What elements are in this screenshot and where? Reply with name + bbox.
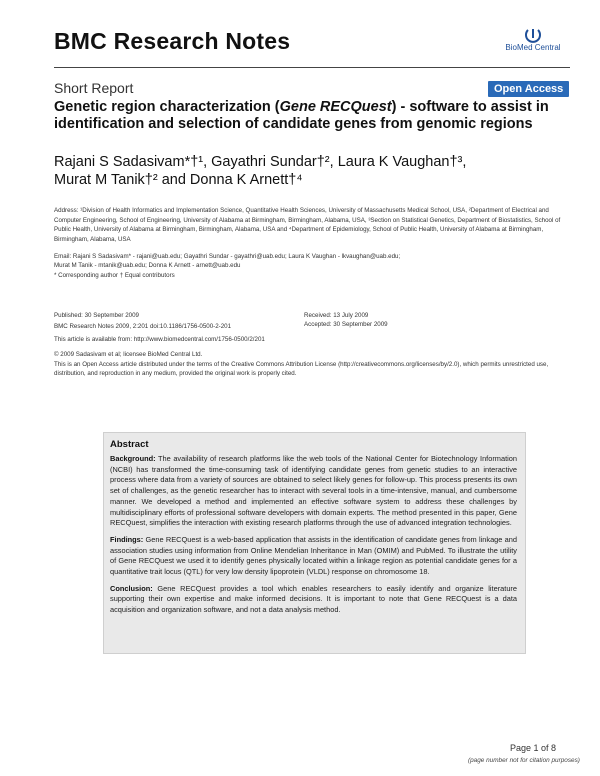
- abstract-heading: Abstract: [110, 439, 149, 450]
- author-emails: [54, 252, 572, 280]
- header-divider: [54, 67, 570, 68]
- author-notes: * Corresponding author † Equal contributors: [54, 271, 175, 279]
- abstract-body: [110, 454, 517, 622]
- abstract-background: [110, 454, 517, 529]
- page-number: Page 1 of 8: [510, 743, 557, 753]
- publisher-logo-text: BioMed Central: [505, 43, 561, 52]
- emails-line-1: Email: Rajani S Sadasivam* - rajani@uab.edu; Gayathri Sundar - gayathri@uab.edu; Laura K Vaughan - lkvaughan@uab.edu;: [54, 253, 401, 260]
- journal-title: BMC Research Notes: [54, 28, 291, 54]
- article-url: This article is available from: http://www.biomedcentral.com/1756-0500/2/201: [54, 336, 265, 343]
- authors-line-2: Murat M Tanik†² and Donna K Arnett†⁴: [54, 172, 303, 188]
- background-text: The availability of research platforms like the web tools of the National Center for Biotechnology Information (NCBI) has transformed the time-consuming task of identifying candidate genes from genetic studies to an interactive process where data from a variety of sources are obtained to select likely genes for follow-up. This process presents its own set of challenges, as the genetic researcher has to interact with several tools in a time-intensive, manual, and cumbersome manner. We developed a method and implemented an effective software system to address these challenges by multidisciplinary efforts of professional software developers with domain experts. The method presented in this paper, Gene RECQuest, simplifies the interaction with existing research platforms through the use of advanced integration technologies.: [110, 454, 517, 528]
- open-access-badge: Open Access: [488, 81, 569, 97]
- background-label: Background:: [110, 454, 156, 463]
- authors-line-1: Rajani S Sadasivam*†¹, Gayathri Sundar†², Laura K Vaughan†³,: [54, 154, 467, 170]
- page-number-note: (page number not for citation purposes): [468, 757, 580, 764]
- title-software-name: Gene RECQuest: [279, 99, 392, 115]
- emails-line-2: Murat M Tanik - mtanik@uab.edu; Donna K Arnett - arnett@uab.edu: [54, 262, 241, 270]
- findings-text: Gene RECQuest is a web-based application that assists in the identification of candidate genes from linkage and association studies using information from Online Mendelian Inheritance in Man (OMIM) and PubMed. To illustrate the utility of Gene RECQuest we used it to identify genes physically located within a linkage region as potential candidate genes for a quantitative trait locus (QTL) for very low density lipoprotein (VLDL) response on chromosome 18.: [110, 534, 517, 577]
- affiliations: Address: ¹Division of Health Informatics and Implementation Science, Quantitative Health Sciences, University of Massachusetts Medical School, USA, ²Department of Electrical and Computer Engineering, School of Engineering, University of Alabama at Birmingham, Birmingham, Alabama, USA, ³Section on Statistical Genetics, Department of Biostatistics, School of Public Health, University of Alabama at Birmingham, Birmingham, Alabama, USA and ⁴Department of Epidemiology, School of Public Health, University of Alabama at Birmingham, Birmingham, Alabama, USA: [54, 207, 561, 243]
- article-type: Short Report: [54, 80, 134, 96]
- license-text: This is an Open Access article distributed under the terms of the Creative Commons Attribution License (http://creativecommons.org/licenses/by/2.0), which permits unrestricted use, distribution, and reproduction in any medium, provided the original work is properly cited.: [54, 361, 549, 378]
- title-part-2: ) - software to assist in identification and selection of candidate genes from genomic regions: [54, 99, 549, 132]
- authors: [54, 153, 554, 189]
- citation: BMC Research Notes 2009, 2:201 doi:10.1186/1756-0500-2-201: [54, 323, 232, 330]
- article-title: [54, 99, 554, 133]
- abstract-findings: [110, 535, 517, 578]
- published-date: Published: 30 September 2009: [54, 312, 139, 319]
- received-date: Received: 13 July 2009: [304, 312, 369, 319]
- copyright: © 2009 Sadasivam et al; licensee BioMed Central Ltd.: [54, 351, 203, 358]
- accepted-date: Accepted: 30 September 2009: [304, 321, 388, 328]
- title-part-1: Genetic region characterization (: [54, 99, 280, 115]
- conclusion-label: Conclusion:: [110, 583, 153, 593]
- findings-label: Findings:: [110, 534, 144, 544]
- abstract-conclusion: [110, 584, 517, 616]
- conclusion-text: Gene RECQuest provides a tool which enables researchers to easily identify and organize literature supporting their own expertise and make informed decisions. It is important to note that Gene RECQuest is a data acquisition and organization software, and not a data analysis method.: [110, 583, 517, 615]
